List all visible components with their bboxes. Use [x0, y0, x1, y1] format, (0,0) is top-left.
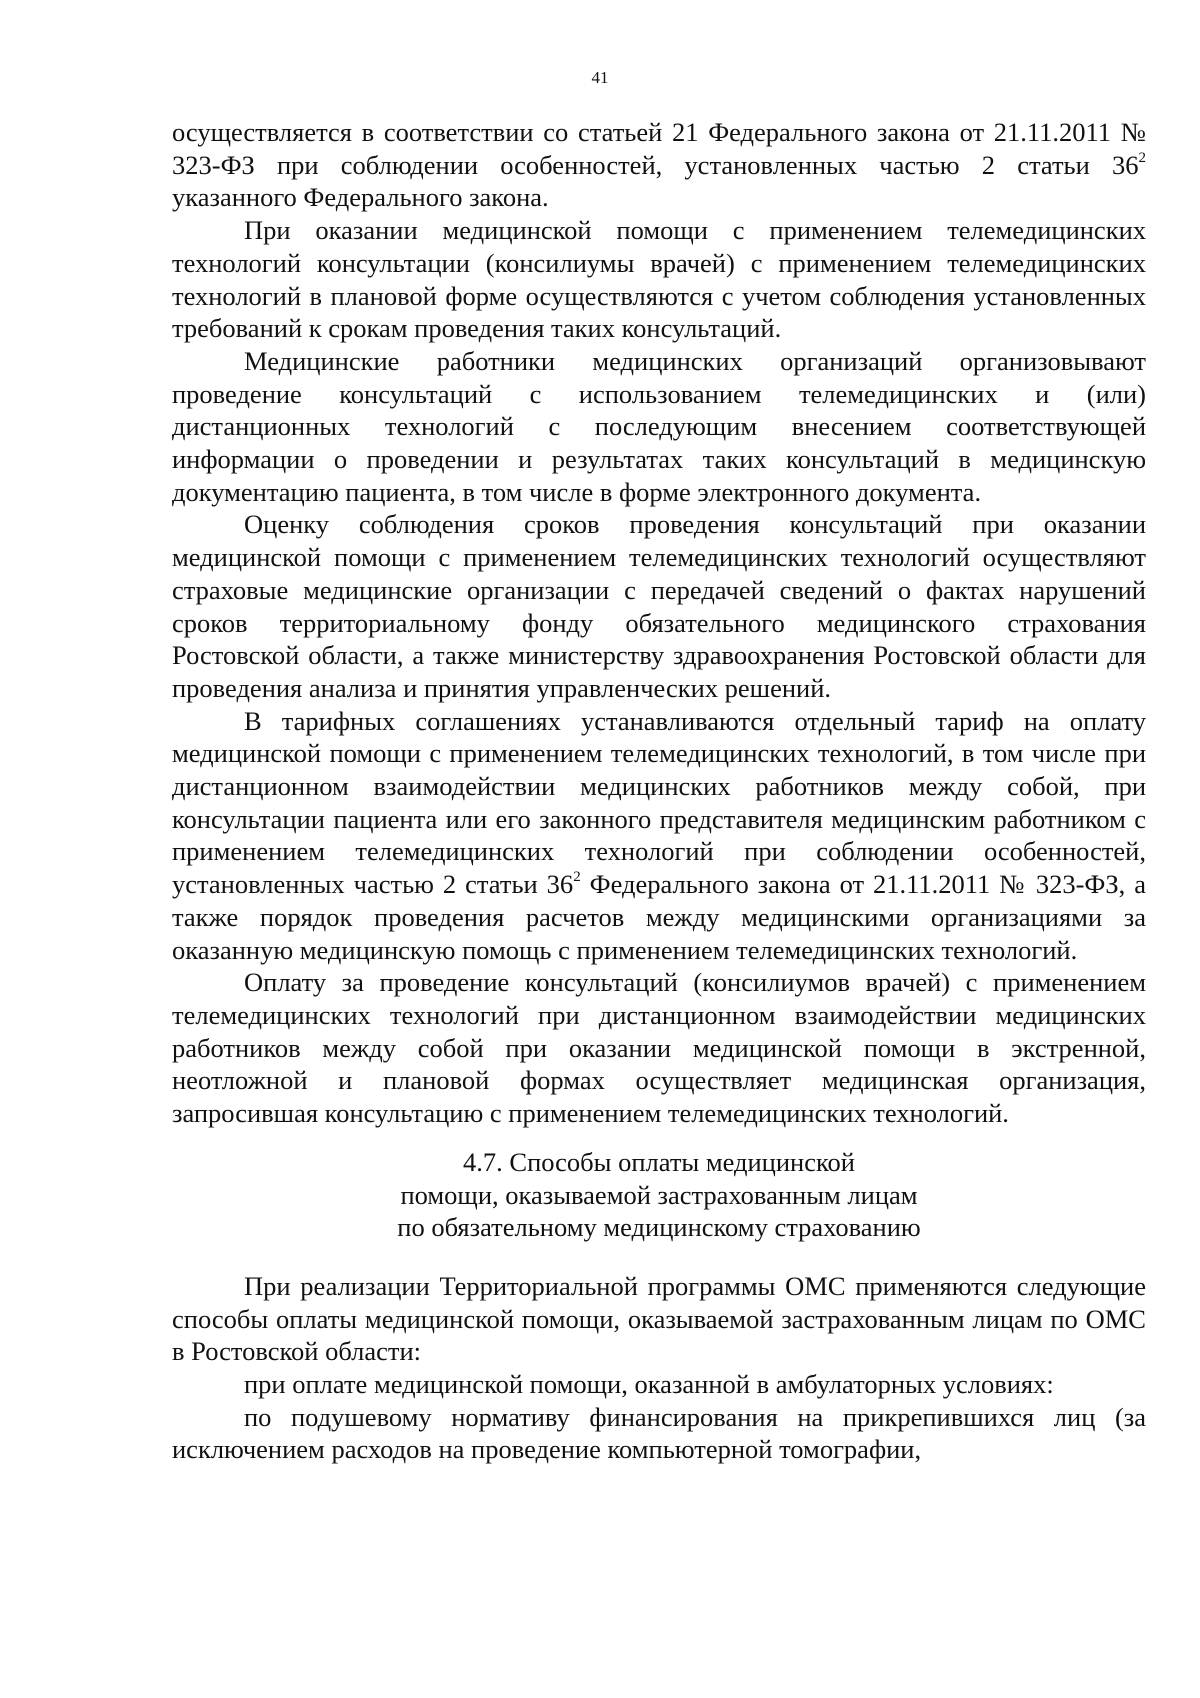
section-heading-line: помощи, оказываемой застрахованным лицам: [400, 1179, 918, 1210]
paragraph: [172, 1368, 1146, 1401]
paragraph: [172, 966, 1146, 1130]
paragraph: [172, 214, 1146, 345]
section-heading-line: по обязательному медицинскому страхованию: [397, 1212, 921, 1243]
body-text-before-heading: [172, 116, 1146, 1130]
superscript: 2: [573, 869, 581, 886]
paragraph-text: при оплате медицинской помощи, оказанной в амбулаторных условиях:: [244, 1369, 1054, 1400]
paragraph: [172, 116, 1146, 214]
paragraph-text: Федерального закона от 21.11.2011 № 323-ФЗ, а также порядок проведения расчетов между медицинскими организациями за оказанную медицинскую помощь с применением телемедицинских технологий.: [172, 869, 1146, 965]
paragraph-text: В тарифных соглашениях устанавливаются отдельный тариф на оплату медицинской помощи с применением телемедицинских технологий, в том числе при дистанционном взаимодействии медицинских работников между собой, при консультации пациента или его законного представителя медицинским работником с применением телемедицинских технологий при соблюдении особенностей, установленных частью 2 статьи 36: [172, 705, 1146, 900]
paragraph-text: При реализации Территориальной программы ОМС применяются следующие способы оплаты медицинской помощи, оказываемой застрахованным лицам по ОМС в Ростовской области:: [172, 1270, 1146, 1367]
paragraph-text: При оказании медицинской помощи с применением телемедицинских технологий консультации (консилиумы врачей) с применением телемедицинских технологий в плановой форме осуществляются с учетом соблюдения установленных требований к срокам проведения таких консультаций.: [172, 215, 1146, 344]
paragraph-text: Оценку соблюдения сроков проведения консультаций при оказании медицинской помощи с применением телемедицинских технологий осуществляют страховые медицинские организации с передачей сведений о фактах нарушений сроков территориальному фонду обязательного медицинского страхования Ростовской области, а также министерству здравоохранения Ростовской области для проведения анализа и принятия управленческих решений.: [172, 509, 1146, 703]
paragraph-text: Оплату за проведение консультаций (консилиумов врачей) с применением телемедицинских технологий при дистанционном взаимодействии медицинских работников между собой при оказании медицинской помощи в экстренной, неотложной и плановой формах осуществляет медицинская организация, запросившая консультацию с применением телемедицинских технологий.: [172, 967, 1146, 1129]
paragraph-text: указанного Федерального закона.: [172, 182, 549, 213]
document-body: [172, 116, 1146, 1466]
paragraph-text: Медицинские работники медицинских организаций организовывают проведение консультаций с использованием телемедицинских и (или) дистанционных технологий с последующим внесением соответствующей информации о проведении и результатах таких консультаций в медицинскую документацию пациента, в том числе в форме электронного документа.: [172, 345, 1146, 507]
paragraph: [172, 345, 1146, 509]
paragraph-text: по подушевому нормативу финансирования на прикрепившихся лиц (за исключением расходов на проведение компьютерной томографии,: [172, 1401, 1146, 1465]
paragraph: [172, 1270, 1146, 1368]
section-heading-line: 4.7. Способы оплаты медицинской: [463, 1146, 855, 1177]
paragraph-text: осуществляется в соответствии со статьей 21 Федерального закона от 21.11.2011 № 323-ФЗ при соблюдении особенностей, установленных частью 2 статьи 36: [172, 117, 1146, 180]
paragraph: [172, 1401, 1146, 1466]
paragraph: [172, 508, 1146, 704]
superscript: 2: [1138, 149, 1146, 166]
page-number: 41: [591, 68, 609, 87]
paragraph: [172, 705, 1146, 967]
body-text-after-heading: [172, 1270, 1146, 1466]
section-heading: [172, 1146, 1146, 1244]
